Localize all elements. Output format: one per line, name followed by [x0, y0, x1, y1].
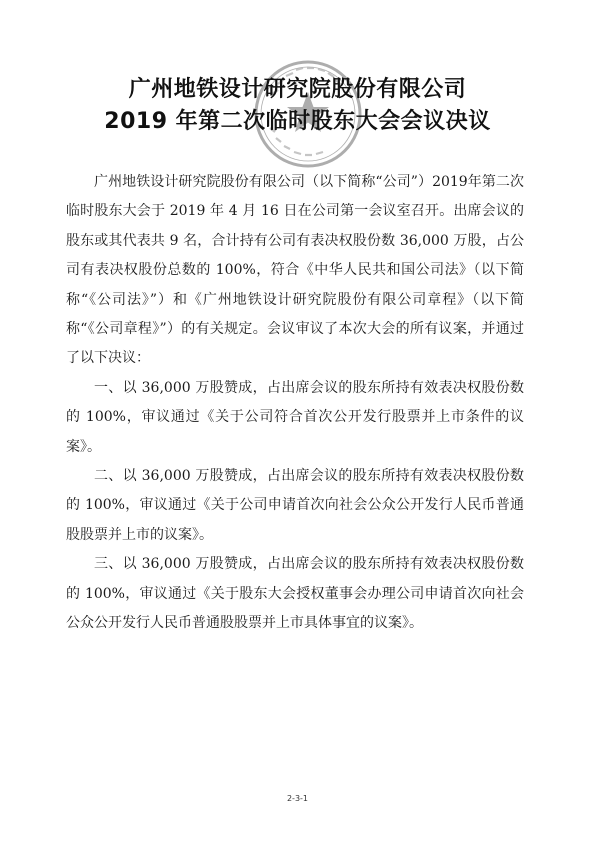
document-title-line2: 2019 年第二次临时股东大会会议决议 [104, 109, 491, 134]
paragraph-resolution-2: 二、以 36,000 万股赞成，占出席会议的股东所持有效表决权股份数的 100%，审议通过《关于公司申请首次向社会公众公开发行人民币普通股股票并上市的议案》。 [66, 468, 524, 543]
document-title-line1: 广州地铁设计研究院股份有限公司 [128, 77, 467, 102]
document-body [66, 168, 524, 639]
paragraph-resolution-1: 一、以 36,000 万股赞成，占出席会议的股东所持有效表决权股份数的 100%，审议通过《关于公司符合首次公开发行股票并上市条件的议案》。 [66, 379, 524, 455]
paragraph-resolution-3: 三、以 36,000 万股赞成，占出席会议的股东所持有效表决权股份数的 100%，审议通过《关于股东大会授权董事会办理公司申请首次向社会公众公开发行人民币普通股股票并上市具体事宜的议案》。 [66, 556, 524, 632]
page-number: 2-3-1 [286, 794, 309, 803]
paragraph-intro: 广州地铁设计研究院股份有限公司（以下简称“公司”）2019年第二次临时股东大会于 2019 年 4 月 16 日在公司第一会议室召开。出席会议的股东或其代表共 9 名，合计持有公司有表决权股份数 36,000 万股，占公司有表决权股份总数的 100%，符合《中华人民共和国公司法》（以下简称“《公司法》”）和《广州地铁设计研究院股份有限公司章程》（以下简称“《公司章程》”）的有关规定。会议审议了本次大会的所有议案，并通过了以下决议： [66, 174, 524, 367]
